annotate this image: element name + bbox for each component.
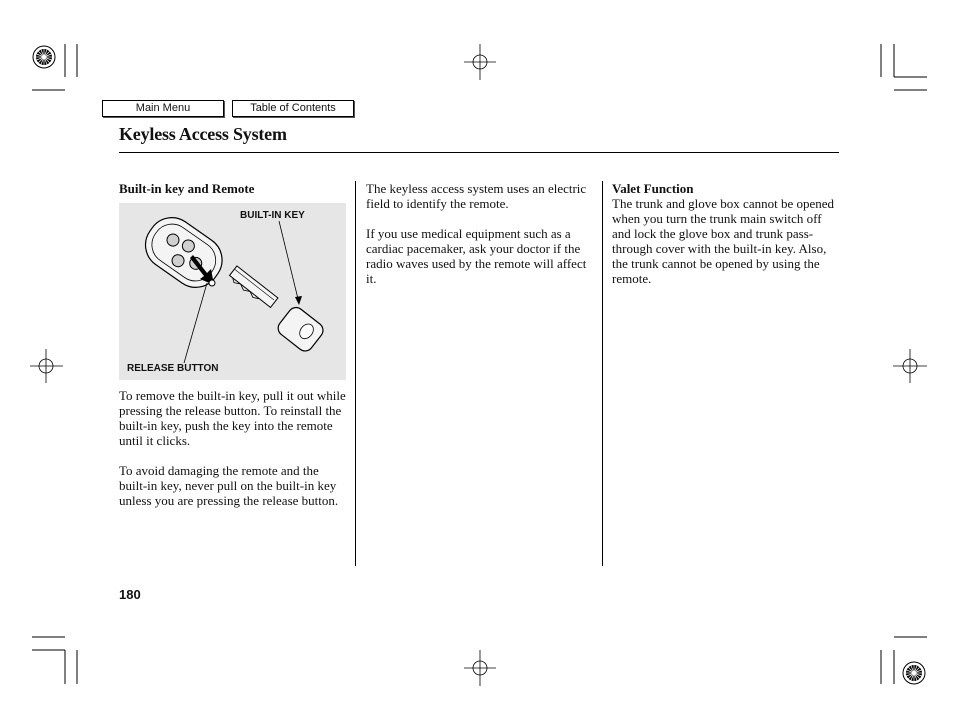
remote-key-illustration — [119, 203, 346, 380]
left-column-text — [119, 388, 347, 523]
registration-mark-icon — [464, 650, 496, 686]
paragraph: To remove the built-in key, pull it out while pressing the release button. To reinstall the built-in key, push the key into the remote until it clicks. — [119, 388, 346, 448]
release-button-label: RELEASE BUTTON — [127, 363, 219, 374]
color-target-icon — [903, 662, 925, 684]
main-menu-button[interactable]: Main Menu — [102, 100, 224, 117]
page-title: Keyless Access System — [119, 124, 287, 144]
middle-column-text — [366, 181, 594, 301]
column-divider — [602, 181, 603, 566]
registration-mark-icon — [464, 44, 496, 80]
paragraph: The trunk and glove box cannot be opened when you turn the trunk main switch off and lock the glove box and trunk pass-through cover with the built-in key. Also, the trunk cannot be opened by using the remote. — [612, 196, 835, 286]
paragraph: The keyless access system uses an electric field to identify the remote. — [366, 181, 587, 211]
paragraph: To avoid damaging the remote and the built-in key, never pull on the built-in key unless you are pressing the release button. — [119, 463, 339, 508]
page-number: 180 — [119, 587, 141, 602]
registration-mark-icon — [30, 349, 63, 383]
paragraph: If you use medical equipment such as a cardiac pacemaker, ask your doctor if the radio waves used by the remote will affect it. — [366, 226, 587, 286]
column-divider — [355, 181, 356, 566]
color-target-icon — [33, 46, 55, 68]
section-heading: Valet Function — [612, 181, 694, 196]
key-figure — [119, 203, 346, 380]
title-divider — [119, 152, 839, 153]
builtin-key-label: BUILT-IN KEY — [240, 210, 305, 221]
table-of-contents-button[interactable]: Table of Contents — [232, 100, 354, 117]
section-heading: Built-in key and Remote — [119, 181, 255, 196]
registration-mark-icon — [893, 349, 927, 383]
right-column-text — [612, 181, 837, 301]
